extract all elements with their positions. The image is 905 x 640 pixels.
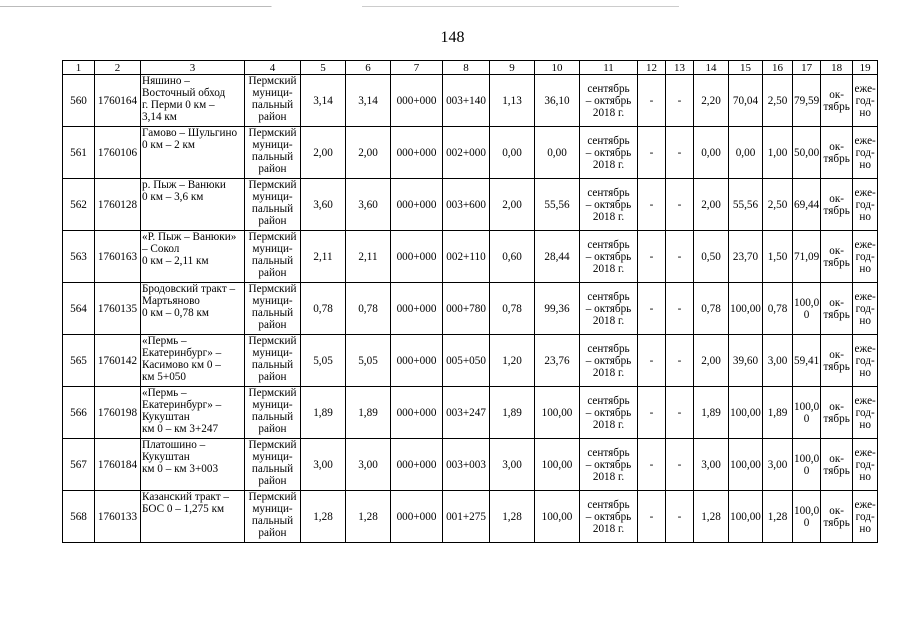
period: сентябрь – октябрь 2018 г. [580, 179, 638, 231]
district: Пермский муници- пальный район [245, 283, 301, 335]
district: Пермский муници- пальный район [245, 75, 301, 127]
period: сентябрь – октябрь 2018 г. [580, 439, 638, 491]
period: сентябрь – октябрь 2018 г. [580, 231, 638, 283]
frequency: еже- год- но [853, 283, 878, 335]
value-col-13: - [666, 387, 694, 439]
road-name: «Пермь – Екатеринбург» – Кукуштан км 0 – км 3+247 [141, 387, 245, 439]
road-name: Казанский тракт – БОС 0 – 1,275 км [141, 491, 245, 543]
district: Пермский муници- пальный район [245, 491, 301, 543]
road-id: 1760142 [95, 335, 141, 387]
length-repair: 1,28 [346, 491, 391, 543]
column-number-9: 9 [490, 61, 535, 75]
row-number: 561 [63, 127, 95, 179]
percent-col-15: 55,56 [729, 179, 763, 231]
value-col-9: 2,00 [490, 179, 535, 231]
district: Пермский муници- пальный район [245, 127, 301, 179]
row-number: 565 [63, 335, 95, 387]
value-col-12: - [638, 75, 666, 127]
column-number-row [63, 61, 878, 75]
column-number-8: 8 [443, 61, 490, 75]
length-total: 3,14 [301, 75, 346, 127]
percent-col-10: 28,44 [535, 231, 580, 283]
value-col-14: 2,00 [694, 179, 729, 231]
start-km: 000+000 [391, 75, 443, 127]
column-number-19: 19 [853, 61, 878, 75]
percent-col-17: 100,0 0 [793, 283, 821, 335]
road-id: 1760184 [95, 439, 141, 491]
roads-table [62, 60, 878, 543]
value-col-12: - [638, 491, 666, 543]
percent-col-10: 100,00 [535, 491, 580, 543]
value-col-9: 3,00 [490, 439, 535, 491]
value-col-14: 0,50 [694, 231, 729, 283]
end-km: 005+050 [443, 335, 490, 387]
road-id: 1760128 [95, 179, 141, 231]
percent-col-10: 0,00 [535, 127, 580, 179]
frequency: еже- год- но [853, 387, 878, 439]
table-row [63, 179, 878, 231]
percent-col-17: 59,41 [793, 335, 821, 387]
end-km: 003+247 [443, 387, 490, 439]
end-km: 001+275 [443, 491, 490, 543]
length-total: 3,60 [301, 179, 346, 231]
scan-edge-line [0, 6, 905, 7]
value-col-14: 1,89 [694, 387, 729, 439]
district: Пермский муници- пальный район [245, 231, 301, 283]
value-col-16: 1,89 [763, 387, 793, 439]
row-number: 563 [63, 231, 95, 283]
table-row [63, 335, 878, 387]
value-col-14: 3,00 [694, 439, 729, 491]
end-km: 002+000 [443, 127, 490, 179]
period: сентябрь – октябрь 2018 г. [580, 283, 638, 335]
start-km: 000+000 [391, 335, 443, 387]
percent-col-17: 50,00 [793, 127, 821, 179]
value-col-16: 3,00 [763, 439, 793, 491]
length-total: 0,78 [301, 283, 346, 335]
percent-col-17: 100,0 0 [793, 387, 821, 439]
frequency: еже- год- но [853, 127, 878, 179]
table-body [63, 61, 878, 543]
column-number-5: 5 [301, 61, 346, 75]
road-id: 1760106 [95, 127, 141, 179]
value-col-9: 1,89 [490, 387, 535, 439]
percent-col-10: 99,36 [535, 283, 580, 335]
percent-col-17: 69,44 [793, 179, 821, 231]
value-col-14: 0,00 [694, 127, 729, 179]
value-col-12: - [638, 387, 666, 439]
percent-col-17: 100,0 0 [793, 491, 821, 543]
district: Пермский муници- пальный район [245, 179, 301, 231]
value-col-13: - [666, 439, 694, 491]
value-col-16: 1,50 [763, 231, 793, 283]
column-number-13: 13 [666, 61, 694, 75]
column-number-2: 2 [95, 61, 141, 75]
month: ок- тябрь [821, 491, 853, 543]
value-col-13: - [666, 335, 694, 387]
value-col-16: 1,28 [763, 491, 793, 543]
period: сентябрь – октябрь 2018 г. [580, 491, 638, 543]
column-number-6: 6 [346, 61, 391, 75]
month: ок- тябрь [821, 231, 853, 283]
value-col-12: - [638, 335, 666, 387]
road-name: Бродовский тракт – Мартьяново 0 км – 0,78 км [141, 283, 245, 335]
start-km: 000+000 [391, 179, 443, 231]
start-km: 000+000 [391, 127, 443, 179]
length-total: 2,00 [301, 127, 346, 179]
column-number-17: 17 [793, 61, 821, 75]
length-total: 5,05 [301, 335, 346, 387]
frequency: еже- год- но [853, 439, 878, 491]
column-number-18: 18 [821, 61, 853, 75]
start-km: 000+000 [391, 387, 443, 439]
value-col-14: 2,20 [694, 75, 729, 127]
length-repair: 3,00 [346, 439, 391, 491]
table-row [63, 491, 878, 543]
value-col-9: 1,20 [490, 335, 535, 387]
road-name: «Р. Пыж – Ванюки» – Сокол 0 км – 2,11 км [141, 231, 245, 283]
column-number-1: 1 [63, 61, 95, 75]
percent-col-10: 55,56 [535, 179, 580, 231]
length-total: 2,11 [301, 231, 346, 283]
value-col-13: - [666, 491, 694, 543]
value-col-12: - [638, 283, 666, 335]
road-name: «Пермь – Екатеринбург» – Касимово км 0 – км 5+050 [141, 335, 245, 387]
value-col-16: 2,50 [763, 75, 793, 127]
month: ок- тябрь [821, 439, 853, 491]
road-name: р. Пыж – Ванюки 0 км – 3,6 км [141, 179, 245, 231]
frequency: еже- год- но [853, 335, 878, 387]
road-id: 1760133 [95, 491, 141, 543]
table-row [63, 387, 878, 439]
row-number: 560 [63, 75, 95, 127]
end-km: 003+140 [443, 75, 490, 127]
month: ок- тябрь [821, 127, 853, 179]
road-name: Гамово – Шульгино 0 км – 2 км [141, 127, 245, 179]
percent-col-15: 70,04 [729, 75, 763, 127]
column-number-16: 16 [763, 61, 793, 75]
start-km: 000+000 [391, 231, 443, 283]
percent-col-17: 79,59 [793, 75, 821, 127]
month: ок- тябрь [821, 179, 853, 231]
table-row [63, 231, 878, 283]
start-km: 000+000 [391, 491, 443, 543]
road-id: 1760164 [95, 75, 141, 127]
start-km: 000+000 [391, 283, 443, 335]
start-km: 000+000 [391, 439, 443, 491]
column-number-11: 11 [580, 61, 638, 75]
length-repair: 3,60 [346, 179, 391, 231]
value-col-16: 1,00 [763, 127, 793, 179]
value-col-9: 1,28 [490, 491, 535, 543]
percent-col-15: 0,00 [729, 127, 763, 179]
frequency: еже- год- но [853, 231, 878, 283]
value-col-12: - [638, 231, 666, 283]
value-col-9: 0,60 [490, 231, 535, 283]
value-col-13: - [666, 127, 694, 179]
percent-col-15: 39,60 [729, 335, 763, 387]
percent-col-10: 100,00 [535, 387, 580, 439]
length-repair: 5,05 [346, 335, 391, 387]
column-number-4: 4 [245, 61, 301, 75]
percent-col-15: 23,70 [729, 231, 763, 283]
district: Пермский муници- пальный район [245, 387, 301, 439]
table-row [63, 283, 878, 335]
frequency: еже- год- но [853, 179, 878, 231]
row-number: 562 [63, 179, 95, 231]
column-number-14: 14 [694, 61, 729, 75]
length-repair: 2,11 [346, 231, 391, 283]
value-col-16: 2,50 [763, 179, 793, 231]
length-total: 1,28 [301, 491, 346, 543]
row-number: 566 [63, 387, 95, 439]
end-km: 002+110 [443, 231, 490, 283]
column-number-12: 12 [638, 61, 666, 75]
value-col-13: - [666, 283, 694, 335]
row-number: 567 [63, 439, 95, 491]
road-name: Няшино – Восточный обход г. Перми 0 км – 3,14 км [141, 75, 245, 127]
road-id: 1760163 [95, 231, 141, 283]
column-number-7: 7 [391, 61, 443, 75]
end-km: 003+003 [443, 439, 490, 491]
period: сентябрь – октябрь 2018 г. [580, 335, 638, 387]
length-repair: 0,78 [346, 283, 391, 335]
period: сентябрь – октябрь 2018 г. [580, 387, 638, 439]
percent-col-10: 23,76 [535, 335, 580, 387]
column-number-3: 3 [141, 61, 245, 75]
value-col-14: 1,28 [694, 491, 729, 543]
value-col-13: - [666, 179, 694, 231]
percent-col-10: 100,00 [535, 439, 580, 491]
road-id: 1760198 [95, 387, 141, 439]
district: Пермский муници- пальный район [245, 439, 301, 491]
length-repair: 1,89 [346, 387, 391, 439]
period: сентябрь – октябрь 2018 г. [580, 127, 638, 179]
length-repair: 3,14 [346, 75, 391, 127]
frequency: еже- год- но [853, 75, 878, 127]
value-col-14: 0,78 [694, 283, 729, 335]
month: ок- тябрь [821, 283, 853, 335]
percent-col-17: 71,09 [793, 231, 821, 283]
table-row [63, 75, 878, 127]
value-col-9: 1,13 [490, 75, 535, 127]
month: ок- тябрь [821, 387, 853, 439]
value-col-16: 3,00 [763, 335, 793, 387]
percent-col-15: 100,00 [729, 491, 763, 543]
length-repair: 2,00 [346, 127, 391, 179]
end-km: 003+600 [443, 179, 490, 231]
value-col-16: 0,78 [763, 283, 793, 335]
row-number: 564 [63, 283, 95, 335]
percent-col-15: 100,00 [729, 387, 763, 439]
table-row [63, 439, 878, 491]
percent-col-15: 100,00 [729, 283, 763, 335]
value-col-12: - [638, 127, 666, 179]
table-row [63, 127, 878, 179]
month: ок- тябрь [821, 75, 853, 127]
value-col-9: 0,00 [490, 127, 535, 179]
road-id: 1760135 [95, 283, 141, 335]
page-number: 148 [440, 29, 465, 46]
length-total: 3,00 [301, 439, 346, 491]
row-number: 568 [63, 491, 95, 543]
value-col-12: - [638, 179, 666, 231]
district: Пермский муници- пальный район [245, 335, 301, 387]
percent-col-17: 100,0 0 [793, 439, 821, 491]
month: ок- тябрь [821, 335, 853, 387]
percent-col-10: 36,10 [535, 75, 580, 127]
value-col-9: 0,78 [490, 283, 535, 335]
value-col-14: 2,00 [694, 335, 729, 387]
end-km: 000+780 [443, 283, 490, 335]
column-number-15: 15 [729, 61, 763, 75]
column-number-10: 10 [535, 61, 580, 75]
percent-col-15: 100,00 [729, 439, 763, 491]
value-col-12: - [638, 439, 666, 491]
frequency: еже- год- но [853, 491, 878, 543]
road-name: Платошино – Кукуштан км 0 – км 3+003 [141, 439, 245, 491]
value-col-13: - [666, 75, 694, 127]
value-col-13: - [666, 231, 694, 283]
period: сентябрь – октябрь 2018 г. [580, 75, 638, 127]
length-total: 1,89 [301, 387, 346, 439]
